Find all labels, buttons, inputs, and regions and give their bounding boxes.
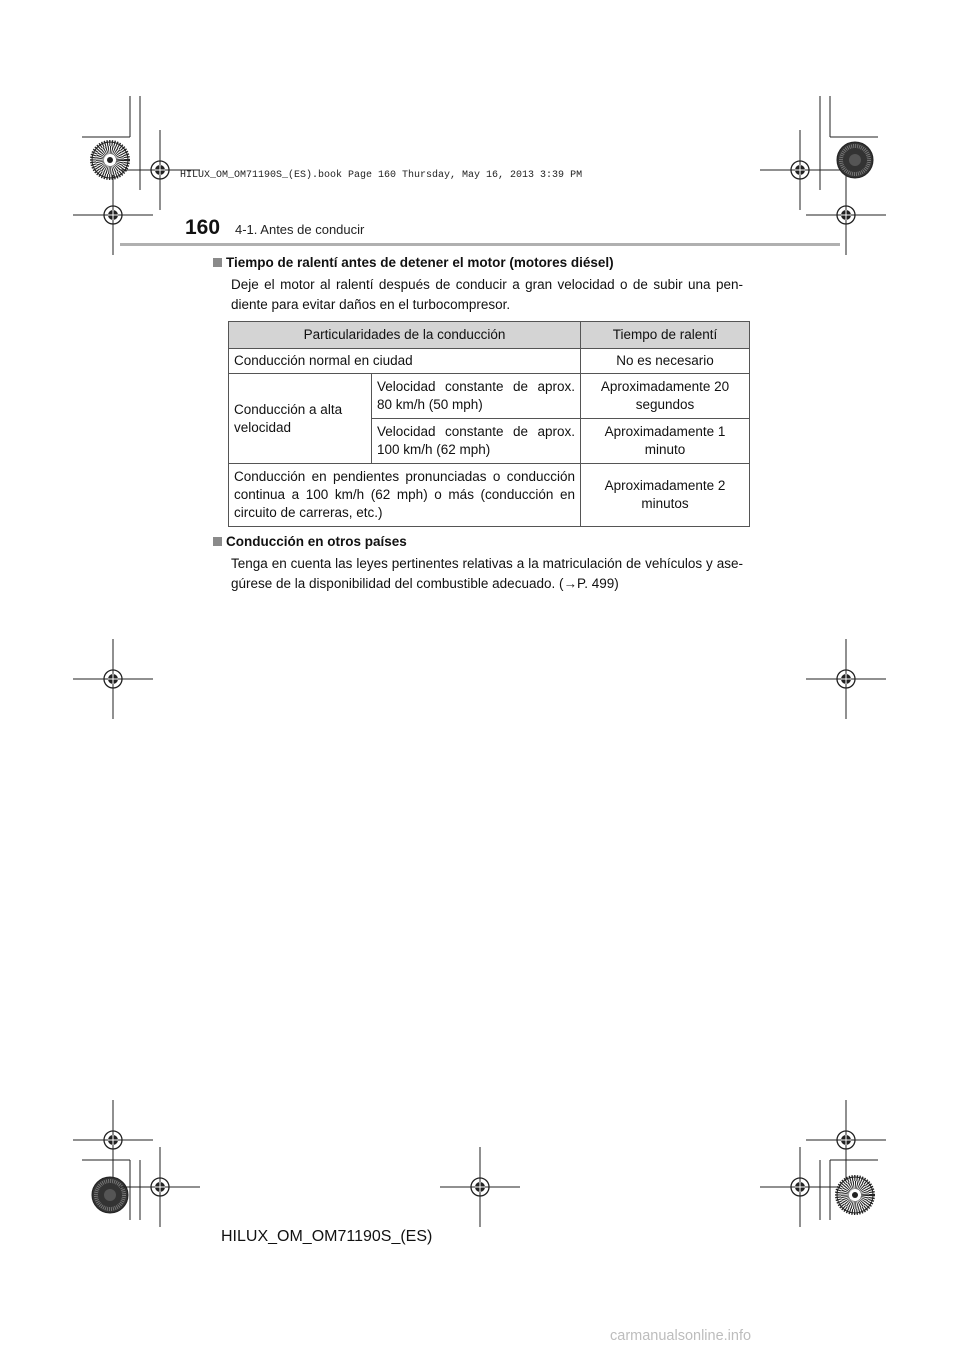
section-heading-text: Conducción en otros países: [226, 534, 407, 549]
section-paragraph: Deje el motor al ralentí después de conducir a gran velocidad o de subir una pen- diente para evitar daños en el turbocompresor.: [231, 277, 743, 312]
section-heading-text: Tiempo de ralentí antes de detener el motor (motores diésel): [226, 255, 614, 270]
page-number: 160: [185, 216, 221, 239]
table-cell: Aproximadamente 20 segundos: [581, 374, 750, 419]
registration-mark: [73, 639, 153, 719]
section-heading: [213, 255, 614, 270]
square-bullet-icon: [213, 258, 222, 267]
table-row: [229, 349, 750, 374]
table-cell: Aproximadamente 2 minutos: [581, 464, 750, 527]
table-cell: Conducción en pendientes pronunciadas o conducción continua a 100 km/h (62 mph) o más (conducción en circuito de carreras, etc.): [229, 464, 581, 527]
registration-mark: [760, 130, 840, 210]
watermark: carmanualsonline.info: [610, 1328, 752, 1344]
table-cell: No es necesario: [581, 349, 750, 374]
registration-mark: [806, 639, 886, 719]
table-cell: Aproximadamente 1 minuto: [581, 419, 750, 464]
print-file-line: HILUX_OM_OM71190S_(ES).book Page 160 Thursday, May 16, 2013 3:39 PM: [180, 170, 583, 181]
table-cell: Conducción normal en ciudad: [229, 349, 581, 374]
table-header-cell: Tiempo de ralentí: [581, 322, 750, 349]
registration-mark: [760, 1147, 840, 1227]
header-rule: [120, 243, 840, 246]
registration-mark: [92, 1177, 128, 1213]
footer-code: HILUX_OM_OM71190S_(ES): [221, 1228, 433, 1245]
table-header-row: [229, 322, 750, 349]
idle-time-table: [228, 321, 750, 527]
registration-mark: [92, 142, 128, 178]
section-paragraph: Tenga en cuenta las leyes pertinentes relativas a la matriculación de vehículos y ase- gúrese de la disponibilidad del combustible adecuado. (→P. 499): [231, 556, 743, 591]
registration-mark: [806, 1100, 886, 1180]
table-cell: Velocidad constante de aprox. 100 km/h (62 mph): [372, 419, 581, 464]
registration-mark: [837, 142, 873, 178]
section-heading: [213, 534, 407, 549]
square-bullet-icon: [213, 537, 222, 546]
registration-mark: [73, 1100, 153, 1180]
table-row: [229, 464, 750, 527]
table-row: [229, 374, 750, 419]
table-cell: Velocidad constante de aprox. 80 km/h (50 mph): [372, 374, 581, 419]
registration-mark: [837, 1177, 873, 1213]
chapter-title: 4-1. Antes de conducir: [235, 222, 365, 237]
registration-mark: [120, 1147, 200, 1227]
registration-mark: [440, 1147, 520, 1227]
table-header-cell: Particularidades de la conducción: [229, 322, 581, 349]
table-cell: Conducción a alta velocidad: [229, 374, 372, 464]
